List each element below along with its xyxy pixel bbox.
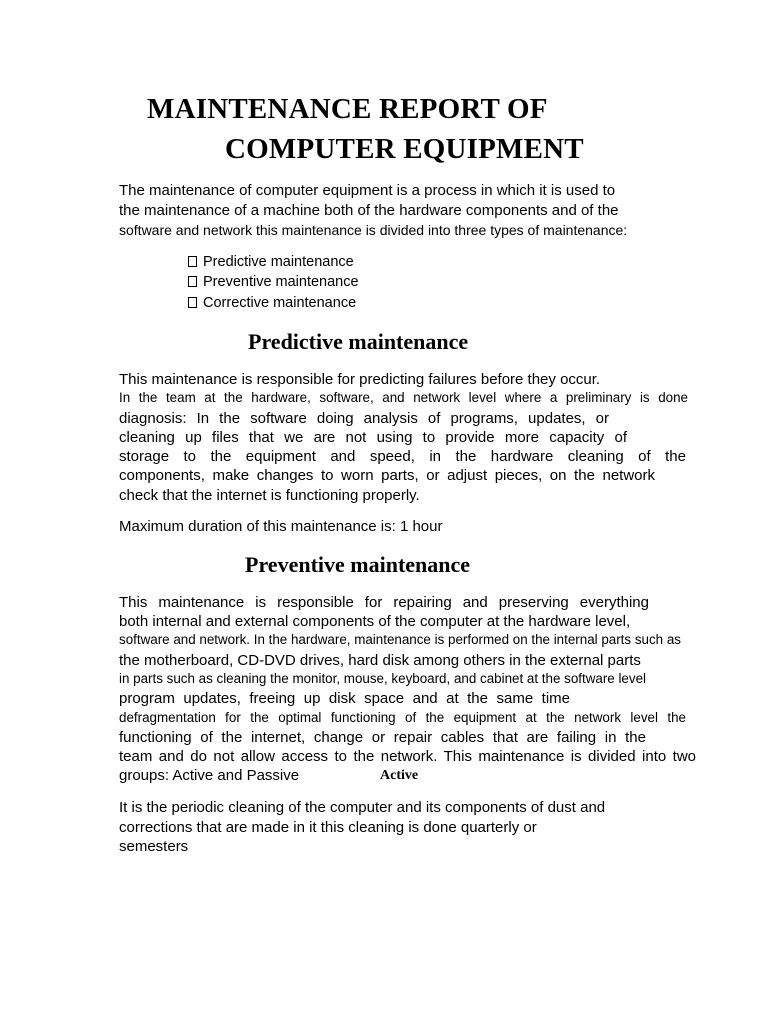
paragraph-line: This maintenance is responsible for repairing and preserving everything xyxy=(119,594,649,611)
list-item xyxy=(188,295,356,311)
paragraph-line: the motherboard, CD-DVD drives, hard disk among others in the external parts xyxy=(119,652,641,669)
paragraph-line: both internal and external components of the computer at the hardware level, xyxy=(119,613,631,630)
checkbox-icon xyxy=(188,276,197,287)
paragraph-line: corrections that are made in it this cleaning is done quarterly or xyxy=(119,819,537,836)
checkbox-icon xyxy=(188,256,197,267)
section-heading-predictive: Predictive maintenance xyxy=(248,329,469,354)
list-item-label: Corrective maintenance xyxy=(203,295,357,311)
paragraph-line: This maintenance is responsible for predicting failures before they occur. xyxy=(119,371,601,388)
paragraph-line: It is the periodic cleaning of the computer and its components of dust and xyxy=(119,799,606,816)
intro-line: The maintenance of computer equipment is a process in which it is used to xyxy=(119,182,616,199)
paragraph-line: in parts such as cleaning the monitor, mouse, keyboard, and cabinet at the software level xyxy=(119,671,647,686)
intro-line: the maintenance of a machine both of the hardware components and of the xyxy=(119,202,619,219)
paragraph-line: In the team at the hardware, software, and network level where a preliminary is done xyxy=(119,390,688,405)
paragraph-line: components, make changes to worn parts, or adjust pieces, on the network xyxy=(119,467,655,484)
paragraph-line: team and do not allow access to the network. This maintenance is divided into two xyxy=(119,748,696,765)
paragraph-line: diagnosis: In the software doing analysis of programs, updates, or xyxy=(119,410,609,427)
list-item-label: Preventive maintenance xyxy=(203,274,359,290)
paragraph-line: program updates, freeing up disk space and at the same time xyxy=(119,690,570,707)
title-line-1: MAINTENANCE REPORT OF xyxy=(147,93,548,125)
paragraph-line: defragmentation for the optimal functioning of the equipment at the network level the xyxy=(119,710,686,725)
list-item xyxy=(188,274,359,290)
paragraph-line: cleaning up files that we are not using to provide more capacity of xyxy=(119,429,627,446)
subheading-active: Active xyxy=(380,768,419,783)
intro-line: software and network this maintenance is divided into three types of maintenance: xyxy=(119,222,628,238)
paragraph-line: software and network. In the hardware, maintenance is performed on the internal parts such as xyxy=(119,632,681,647)
paragraph-line: semesters xyxy=(119,838,189,855)
checkbox-icon xyxy=(188,297,197,308)
paragraph-line: check that the internet is functioning properly. xyxy=(119,487,420,504)
section-heading-preventive: Preventive maintenance xyxy=(245,552,471,577)
list-item-label: Predictive maintenance xyxy=(203,254,354,270)
list-item xyxy=(188,254,354,270)
paragraph-line: functioning of the internet, change or repair cables that are failing in the xyxy=(119,729,646,746)
paragraph-line: groups: Active and Passive xyxy=(119,767,300,784)
paragraph-line: storage to the equipment and speed, in the hardware cleaning of the xyxy=(119,448,686,465)
title-line-2: COMPUTER EQUIPMENT xyxy=(225,133,584,165)
duration-line: Maximum duration of this maintenance is: 1 hour xyxy=(119,518,443,535)
